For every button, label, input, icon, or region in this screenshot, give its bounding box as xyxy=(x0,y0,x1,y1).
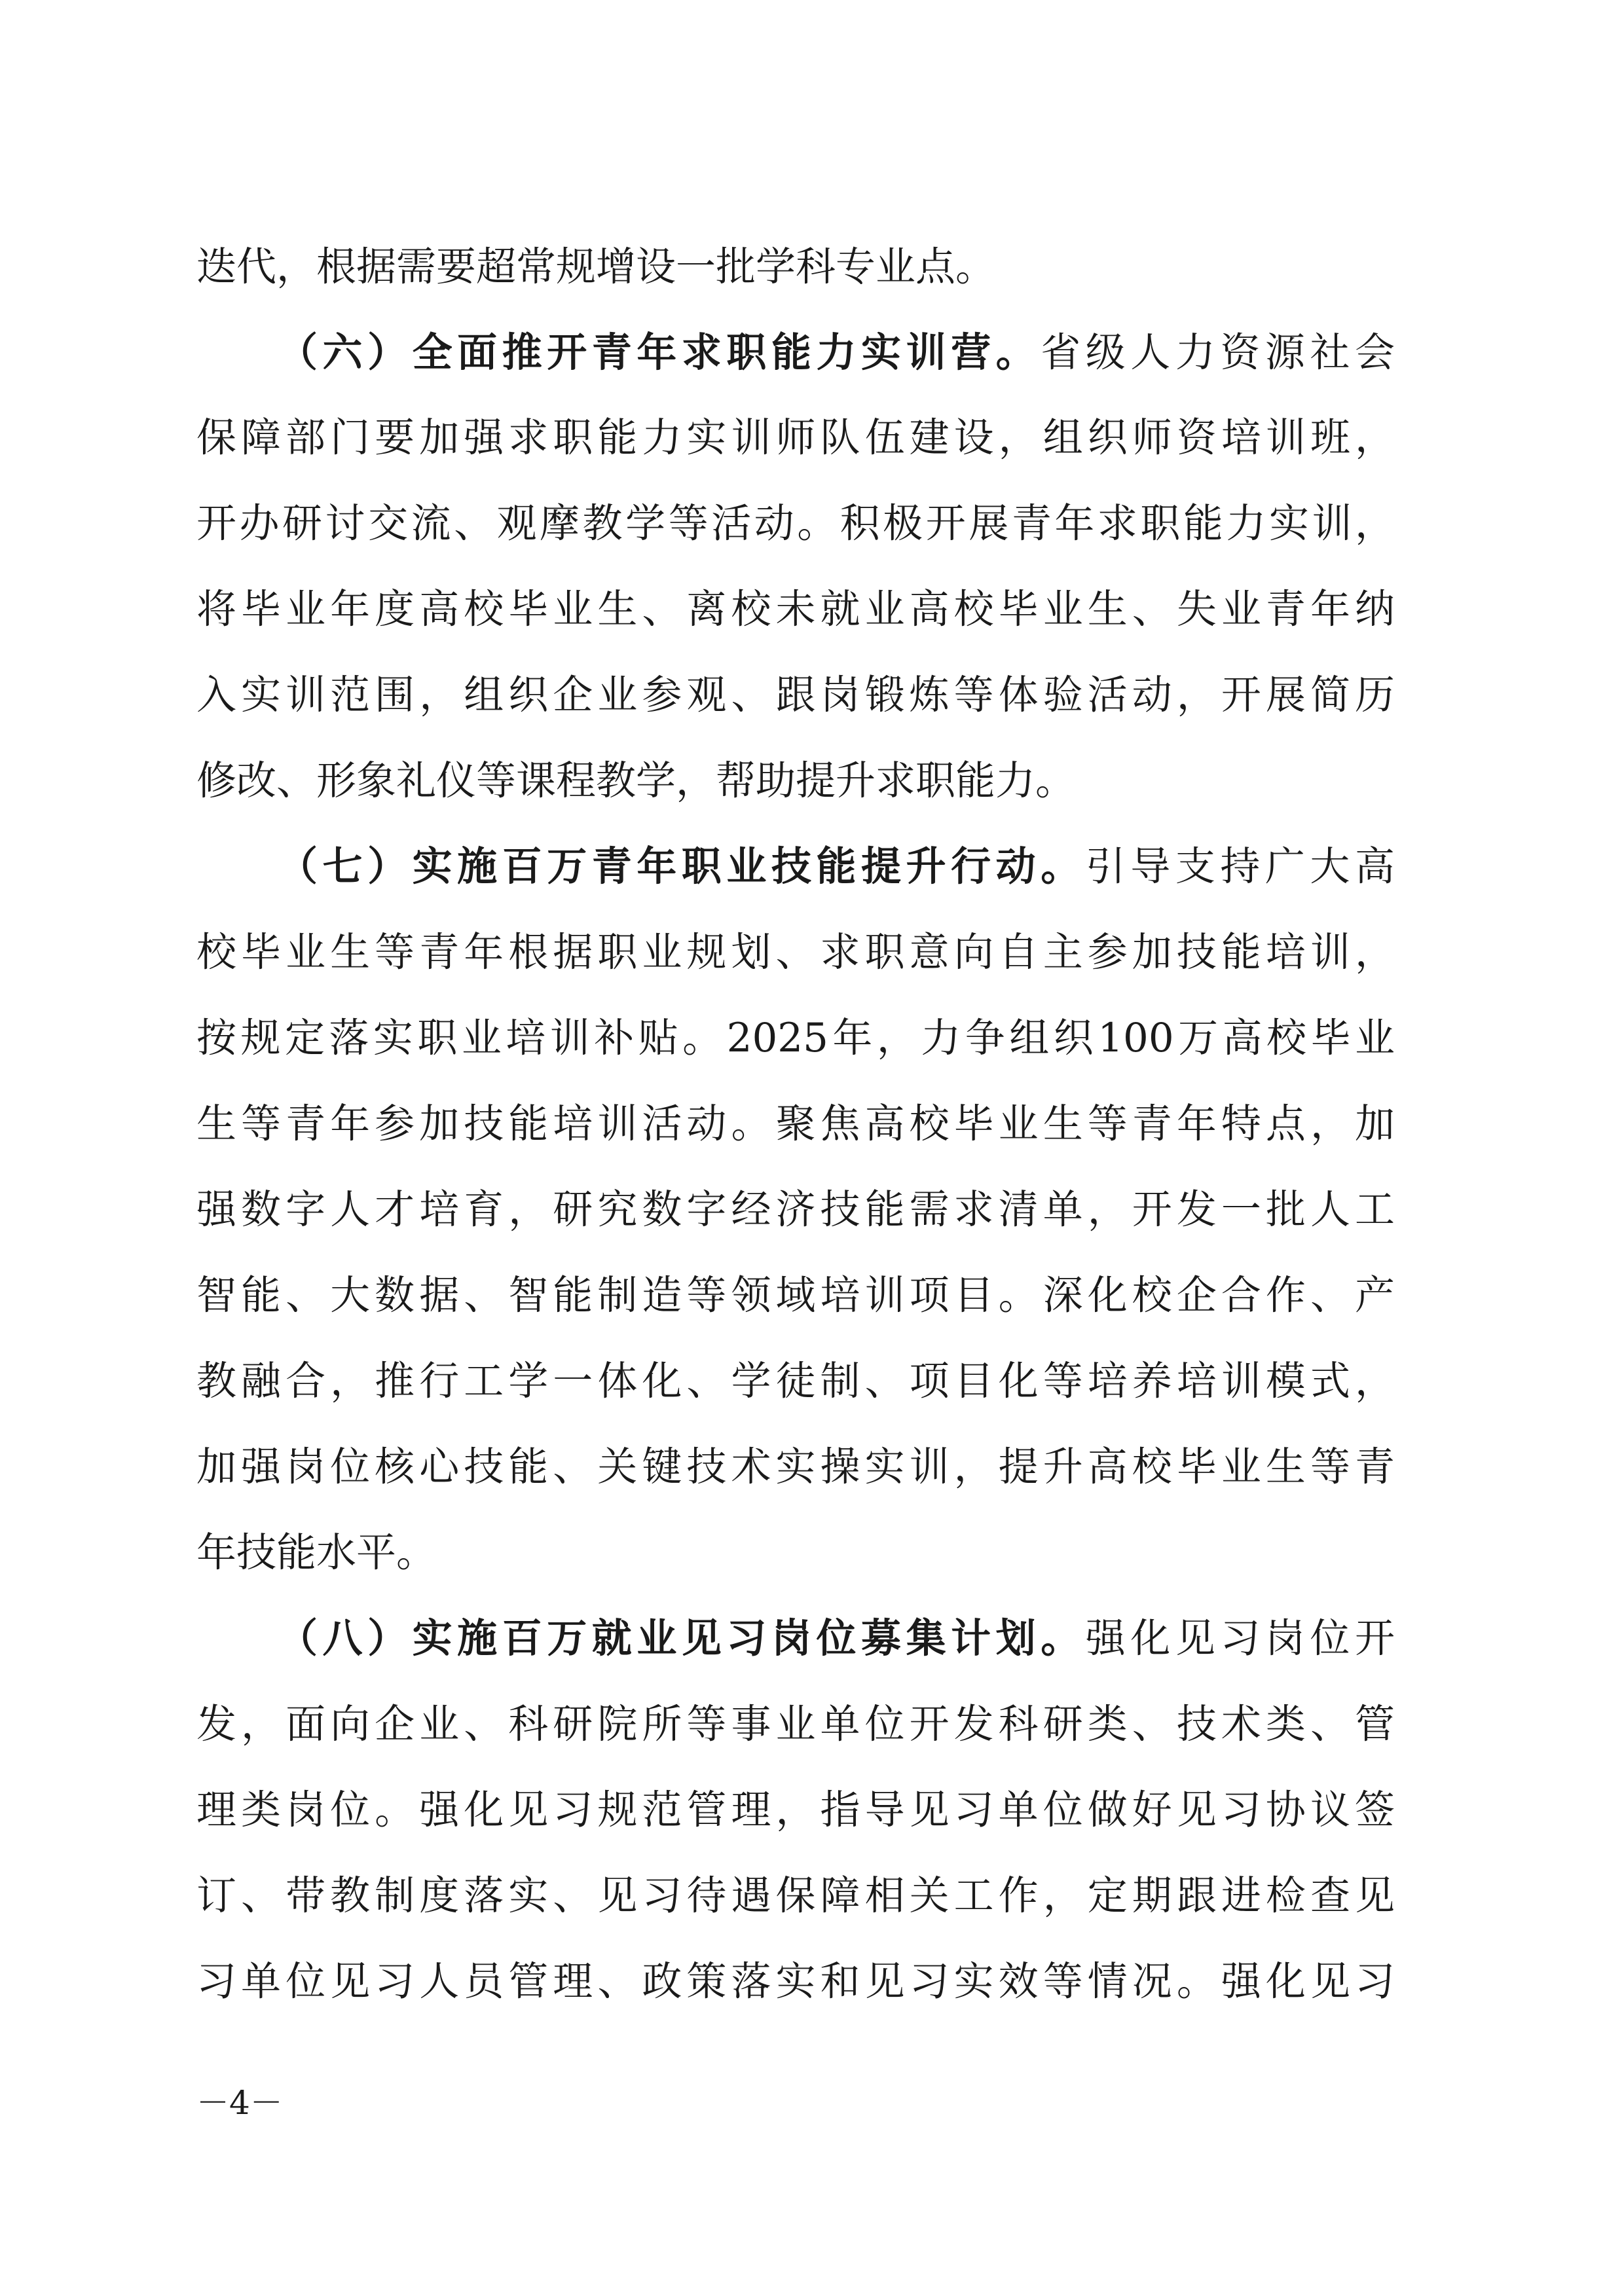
section-heading-seven: （七）实施百万青年职业技能提升行动。 xyxy=(278,843,1086,890)
paragraph-line: 迭代，根据需要超常规增设一批学科专业点。 xyxy=(196,244,996,290)
section-heading-eight: （八）实施百万就业见习岗位募集计划。 xyxy=(278,1615,1086,1662)
paragraph-line: 发，面向企业、科研院所等事业单位开发科研类、技术类、管 xyxy=(196,1701,1395,1747)
paragraph-line: 教融合，推行工学一体化、学徒制、项目化等培养培训模式， xyxy=(196,1358,1395,1404)
paragraph-line: 年技能水平。 xyxy=(196,1529,437,1576)
paragraph-line: 强数字人才培育，研究数字经济技能需求清单，开发一批人工 xyxy=(196,1186,1395,1233)
page-number: －4－ xyxy=(196,2084,283,2122)
section-heading-six: （六）全面推开青年求职能力实训营。 xyxy=(278,329,1041,376)
section-heading-line xyxy=(278,1609,1395,1668)
paragraph-line: 入实训范围，组织企业参观、跟岗锻炼等体验活动，开展简历 xyxy=(196,672,1395,718)
paragraph-line: 订、带教制度落实、见习待遇保障相关工作，定期跟进检查见 xyxy=(196,1872,1395,1919)
section-heading-line xyxy=(278,323,1395,382)
paragraph-line: 将毕业年度高校毕业生、离校未就业高校毕业生、失业青年纳 xyxy=(196,586,1395,632)
paragraph-line: 按规定落实职业培训补贴。2025年，力争组织100万高校毕业 xyxy=(196,1015,1395,1061)
paragraph-line: 校毕业生等青年根据职业规划、求职意向自主参加技能培训， xyxy=(196,929,1395,975)
paragraph-line: 加强岗位核心技能、关键技术实操实训，提升高校毕业生等青 xyxy=(196,1444,1395,1490)
paragraph-line: 生等青年参加技能培训活动。聚焦高校毕业生等青年特点，加 xyxy=(196,1101,1395,1147)
paragraph-line: 理类岗位。强化见习规范管理，指导见习单位做好见习协议签 xyxy=(196,1787,1395,1833)
paragraph-line: 开办研讨交流、观摩教学等活动。积极开展青年求职能力实训， xyxy=(196,500,1395,547)
section-heading-line xyxy=(278,837,1395,896)
paragraph-line: 习单位见习人员管理、政策落实和见习实效等情况。强化见习 xyxy=(196,1958,1395,2005)
paragraph-line: 保障部门要加强求职能力实训师队伍建设，组织师资培训班， xyxy=(196,414,1395,461)
paragraph-text: 强化见习岗位开 xyxy=(1085,1615,1395,1662)
paragraph-text: 省级人力资源社会 xyxy=(1041,329,1395,376)
paragraph-line: 修改、形象礼仪等课程教学，帮助提升求职能力。 xyxy=(196,757,1076,804)
paragraph-text: 引导支持广大高 xyxy=(1085,843,1395,890)
paragraph-line: 智能、大数据、智能制造等领域培训项目。深化校企合作、产 xyxy=(196,1272,1395,1319)
